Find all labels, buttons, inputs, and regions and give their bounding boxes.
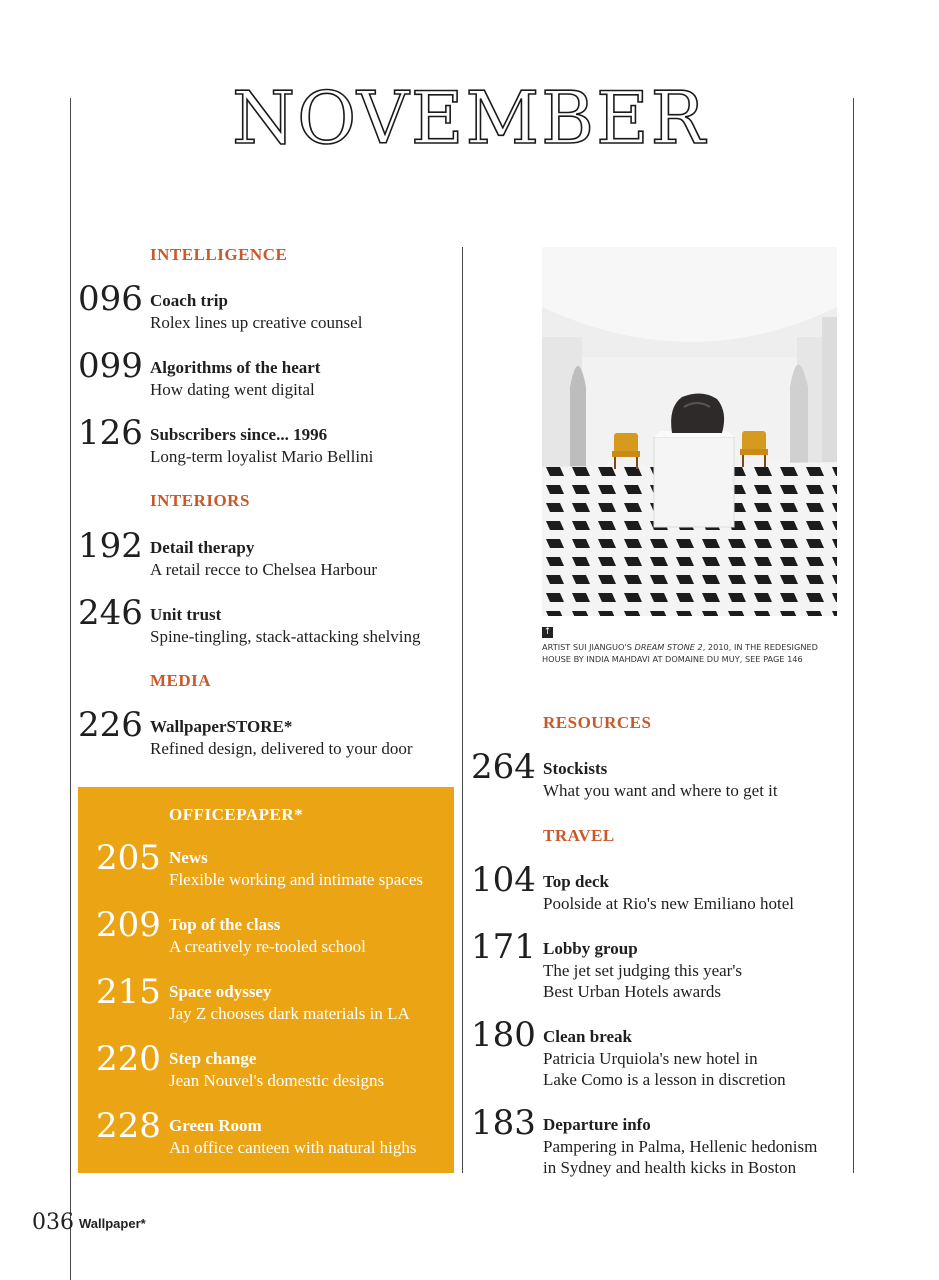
center-column-rule — [462, 247, 463, 1173]
entry-description: The jet set judging this year's — [543, 961, 742, 980]
page-number: 171 — [471, 927, 536, 967]
entry-title: Step change — [169, 1049, 257, 1068]
entry-title: Stockists — [543, 759, 608, 778]
entry-description: Patricia Urquiola's new hotel in — [543, 1049, 758, 1068]
entry-description: in Sydney and health kicks in Boston — [543, 1158, 797, 1177]
brand-logo: Wallpaper* — [79, 1216, 146, 1231]
page-number: 228 — [96, 1106, 161, 1146]
entry-title: News — [169, 848, 208, 867]
page-number: 096 — [78, 279, 143, 319]
entry-description: Lake Como is a lesson in discretion — [543, 1070, 786, 1089]
section-head-interiors: INTERIORS — [150, 491, 250, 510]
entry-title: Algorithms of the heart — [150, 358, 321, 377]
entry-title: Unit trust — [150, 605, 222, 624]
page-number: 215 — [96, 972, 161, 1012]
section-head-travel: TRAVEL — [543, 826, 615, 845]
entry-description: Spine-tingling, stack-attacking shelving — [150, 627, 421, 646]
entry-title: Space odyssey — [169, 982, 272, 1001]
entry-title: Top deck — [543, 872, 609, 891]
entry-title: Departure info — [543, 1115, 651, 1134]
section-head-intelligence: INTELLIGENCE — [150, 245, 288, 264]
entry-title: Subscribers since... 1996 — [150, 425, 328, 444]
page-number: 264 — [471, 747, 536, 787]
entry-title: Detail therapy — [150, 538, 255, 557]
page-title: NOVEMBER — [232, 76, 707, 160]
section-head-media: MEDIA — [150, 671, 212, 690]
entry-description: What you want and where to get it — [543, 781, 778, 800]
page-number: 104 — [471, 860, 536, 900]
arrow-up-icon: ↑ — [543, 627, 552, 637]
entry-description: Flexible working and intimate spaces — [169, 870, 423, 889]
entry-description: A retail recce to Chelsea Harbour — [150, 560, 378, 579]
entry-description: An office canteen with natural highs — [169, 1138, 417, 1157]
entry-title: Green Room — [169, 1116, 262, 1135]
folio-page-number: 036 — [32, 1210, 74, 1235]
entry-description: A creatively re-tooled school — [169, 937, 366, 956]
entry-description: Rolex lines up creative counsel — [150, 313, 363, 332]
section-head-resources: RESOURCES — [543, 713, 652, 732]
page-number: 209 — [96, 905, 161, 945]
photo-caption — [542, 641, 842, 665]
entry-title: Top of the class — [169, 915, 281, 934]
feature-photo — [542, 247, 837, 616]
right-margin-rule — [853, 98, 854, 1173]
section-head-officepaper: OFFICEPAPER* — [169, 805, 304, 824]
page-number: 220 — [96, 1039, 161, 1079]
entry-title: Lobby group — [543, 939, 638, 958]
officepaper-panel — [78, 787, 454, 1173]
page-number: 226 — [78, 705, 143, 745]
page-number: 192 — [78, 526, 143, 566]
entry-description: Long-term loyalist Mario Bellini — [150, 447, 374, 466]
gallery-room-illustration — [542, 247, 837, 616]
page-number: 205 — [96, 838, 161, 878]
page-number: 099 — [78, 346, 143, 386]
page-number: 246 — [78, 593, 143, 633]
page-number: 183 — [471, 1103, 536, 1143]
entry-title: Clean break — [543, 1027, 632, 1046]
entry-description: Pampering in Palma, Hellenic hedonism — [543, 1137, 818, 1156]
entry-description: Poolside at Rio's new Emiliano hotel — [543, 894, 794, 913]
caption-text-end: , 2010, IN THE REDESIGNED HOUSE BY INDIA MAHDAVI AT DOMAINE DU MUY, SEE PAGE 146 — [542, 642, 818, 664]
entry-description: Jean Nouvel's domestic designs — [169, 1071, 385, 1090]
page-number: 180 — [471, 1015, 536, 1055]
caption-artwork-title: DREAM STONE 2 — [634, 642, 703, 652]
entry-description: How dating went digital — [150, 380, 315, 399]
entry-title: Coach trip — [150, 291, 228, 310]
caption-text: ARTIST SUI JIANGUO'S — [542, 642, 635, 652]
entry-description: Best Urban Hotels awards — [543, 982, 721, 1001]
page-number: 126 — [78, 413, 143, 453]
entry-description: Jay Z chooses dark materials in LA — [169, 1004, 410, 1023]
left-margin-rule — [70, 98, 71, 1280]
entry-description: Refined design, delivered to your door — [150, 739, 413, 758]
entry-title: WallpaperSTORE* — [150, 717, 293, 736]
